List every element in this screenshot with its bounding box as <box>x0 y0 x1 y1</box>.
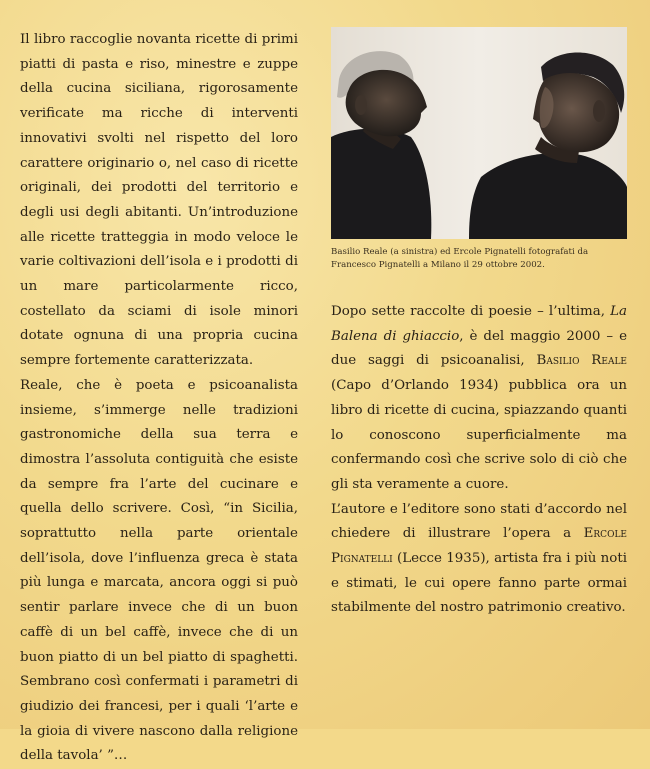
right-text-column <box>331 300 627 621</box>
book-title: La Balena di ghiaccio <box>331 304 627 344</box>
bio-text-a: Dopo sette raccolte di poesie – l’ultima, <box>331 304 611 319</box>
author-name: Basilio Reale <box>536 353 627 369</box>
intro-paragraph: Il libro raccoglie novanta ricette di primi piatti di pasta e riso, minestre e zuppe della cucina siciliana, rigorosamente verificate ma ricche di interventi innovativi svolti nel rispetto del loro carattere originario o, nel caso di ricette originali, dei prodotti del territorio e degli usi degli abitanti. Un’introduzione alle ricette tratteggia in modo veloce le varie coltivazioni dell’isola e i prodotti di un mare particolarmente ricco, costellato da sciami di isole minori dotate ognuna di una propria cucina sempre fortemente caratterizzata. <box>20 32 298 369</box>
illustrator-text-a: L’autore e l’editore sono stati d’accordo nel chiedere di illustrare l’opera a <box>331 501 627 542</box>
reale-paragraph: Reale, che è poeta e psicoanalista insieme, s’immerge nelle tradizioni gastronomiche della sua terra e dimostra l’assoluta contiguità che esiste da sempre fra l’arte del cucinare e quella dello scrivere. Così, “in Sicilia, soprattutto nella parte orientale dell’isola, dove l’influenza greca è stata più lunga e marcata, ancora oggi si può sentir parlare invece che di un buon caffè di un bel caffè, invece che di un buon piatto di un bel piatto di spaghetti. Sembrano così confermati i parametri di giudizio dei francesi, per i quali ‘l’arte e la gioia di vivere nascono dalla religione della tavola’ ”… <box>20 377 298 764</box>
bio-text-b: , è del maggio 2000 – e due saggi di psicoanalisi, <box>331 328 627 369</box>
illustrator-name: Ercole Pignatelli <box>331 526 627 567</box>
left-text-column <box>20 28 298 769</box>
photo-caption: Basilio Reale (a sinistra) ed Ercole Pignatelli fotografati da Francesco Pignatelli a Milano il 29 ottobre 2002. <box>331 247 589 270</box>
illustrator-paragraph <box>331 498 627 622</box>
author-photo <box>331 27 627 239</box>
illustrator-text-b: (Lecce 1935), artista fra i più noti e stimati, le cui opere fanno parte ormai stabilmente del nostro patrimonio creativo. <box>331 551 627 616</box>
bio-text-c: (Capo d’Orlando 1934) pubblica ora un libro di ricette di cucina, spiazzando quanti lo conoscono superficialmente ma confermando così che scrive solo di ciò che gli sta veramente a cuore. <box>331 378 627 492</box>
author-bio-paragraph <box>331 300 627 498</box>
